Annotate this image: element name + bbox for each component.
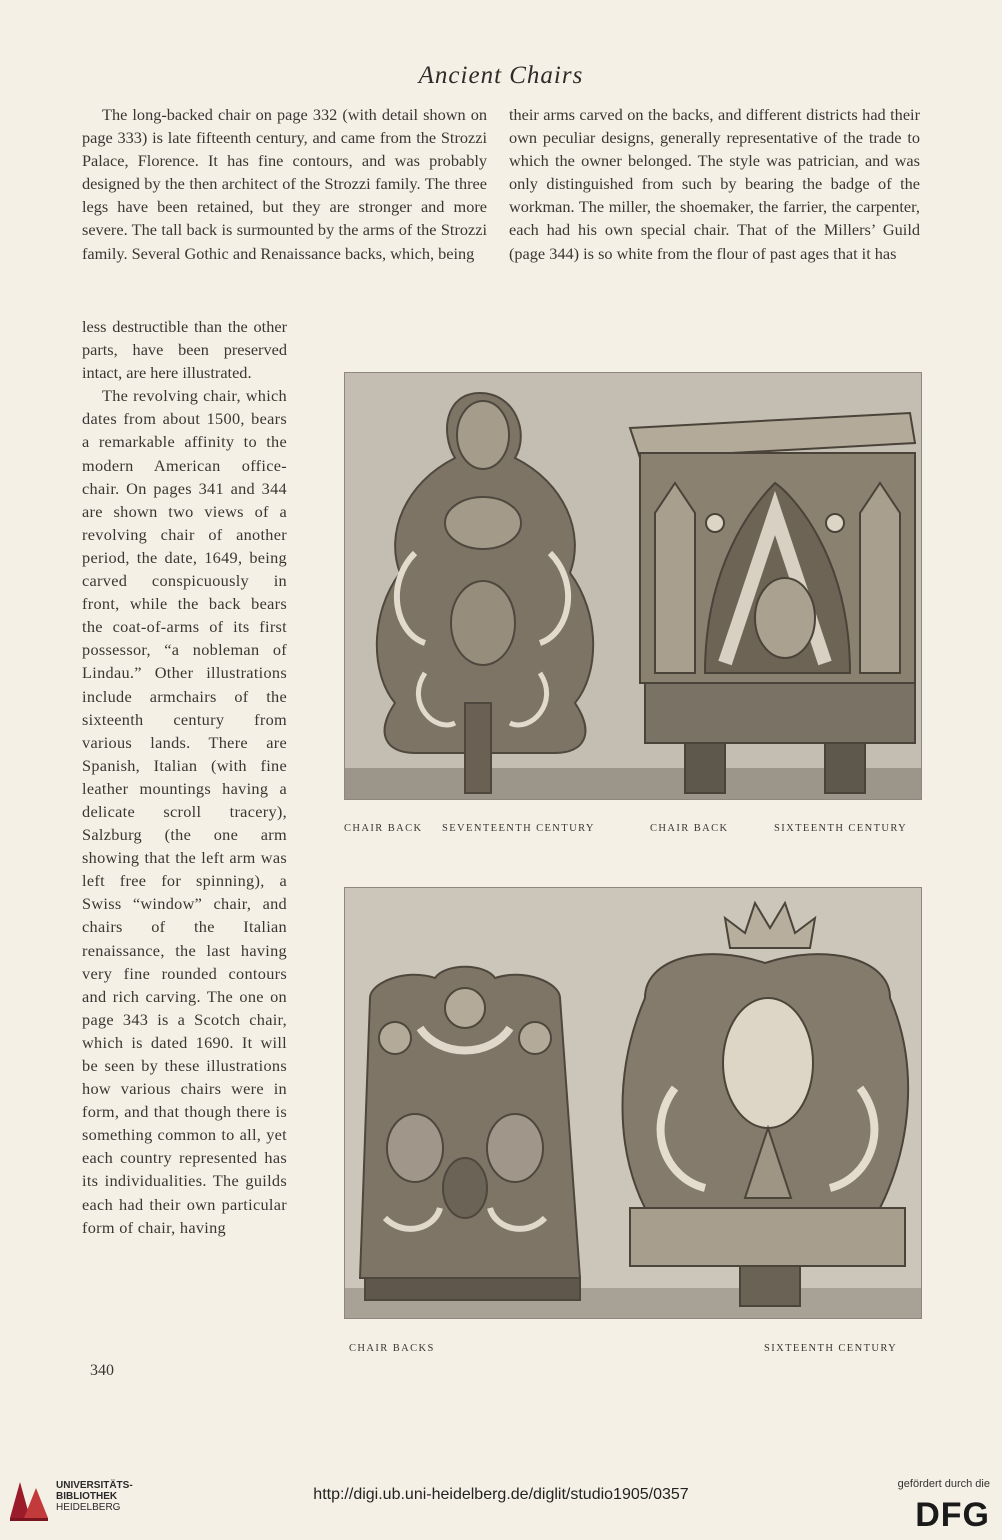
paragraph-revolving-chair: The revolving chair, which dates from about 1500, bears a remarkable affinity to the modern American office-chair. On pages 341 and 344 are shown two views of a revolving chair of another period, the date, 1649, being carved conspicuously in front, while the back bears the coat-of-arms of its first possessor, “a nobleman of Lindau.” Other illustrations include armchairs of the sixteenth century from various lands. There are Spanish, Italian (with fine leather mountings having a delicate scroll tracery), Salzburg (the one arm showing that the left arm was left free for spinning), a Swiss “window” chair, and chairs of the Italian renaissance, the last having very fine rounded contours and rich carving. The one on page 343 is a Scotch chair, which is dated 1690. It will be seen by these illustrations how various chairs were in form, and that though there is something common to all, yet each country represented has its individualities. The guilds each had their own particular form of chair, having (82, 386, 287, 1237)
chair-backs-photo-top (345, 373, 921, 799)
caption-top-left-label: CHAIR BACK (344, 823, 423, 834)
chair-backs-photo-bottom (345, 888, 921, 1318)
caption-top-left-period: SEVENTEENTH CENTURY (442, 823, 595, 834)
left-column-top (82, 103, 487, 265)
permalink-url[interactable]: http://digi.ub.uni-heidelberg.de/diglit/studio1905/0357 (313, 1486, 689, 1503)
caption-bottom-left-label: CHAIR BACKS (349, 1343, 435, 1354)
caption-bottom-right-period: SIXTEENTH CENTURY (764, 1343, 898, 1354)
running-head: Ancient Chairs (418, 62, 584, 89)
paragraph-strozzi-chair: The long-backed chair on page 332 (with detail shown on page 333) is late fifteenth century, and came from the Strozzi Palace, Florence. It has fine contours, and was probably designed by the then architect of the Strozzi family. The three legs have been retained, but they are stronger and more severe. The tall back is surmounted by the arms of the Strozzi family. Several Gothic and Renaissance backs, which, being (82, 105, 487, 263)
caption-top-right-period: SIXTEENTH CENTURY (774, 823, 908, 834)
funded-by-label: gefördert durch die (897, 1478, 990, 1490)
carved-chair-back-sixteenth-century (630, 413, 915, 793)
library-name-line-3: HEIDELBERG (56, 1502, 121, 1513)
paragraph-continuation: less destructible than the other parts, have been preserved intact, are here illustrated. (82, 317, 287, 383)
caption-top-right-label: CHAIR BACK (650, 823, 729, 834)
paragraph-guild-chairs: their arms carved on the backs, and different districts had their own peculiar designs, generally representative of the trade to which the owner belonged. The style was patrician, and was only distinguished from such by bearing the badge of the workman. The miller, the shoemaker, the farrier, the carpenter, each had his own special chair. That of the Millers’ Guild (page 344) is so white from the flour of past ages that it has (509, 105, 920, 263)
right-column-top (509, 103, 920, 265)
carved-chair-back-cherubs (360, 967, 580, 1300)
digitization-footer (0, 1460, 1002, 1540)
library-name-line-1: UNIVERSITÄTS- (56, 1480, 133, 1491)
photo-plate-top (344, 372, 922, 800)
dfg-logo: DFG (915, 1496, 990, 1534)
left-column-narrow (82, 315, 287, 1239)
library-name-line-2: BIBLIOTHEK (56, 1491, 118, 1502)
photo-plate-bottom (344, 887, 922, 1319)
page-number: 340 (90, 1362, 114, 1379)
